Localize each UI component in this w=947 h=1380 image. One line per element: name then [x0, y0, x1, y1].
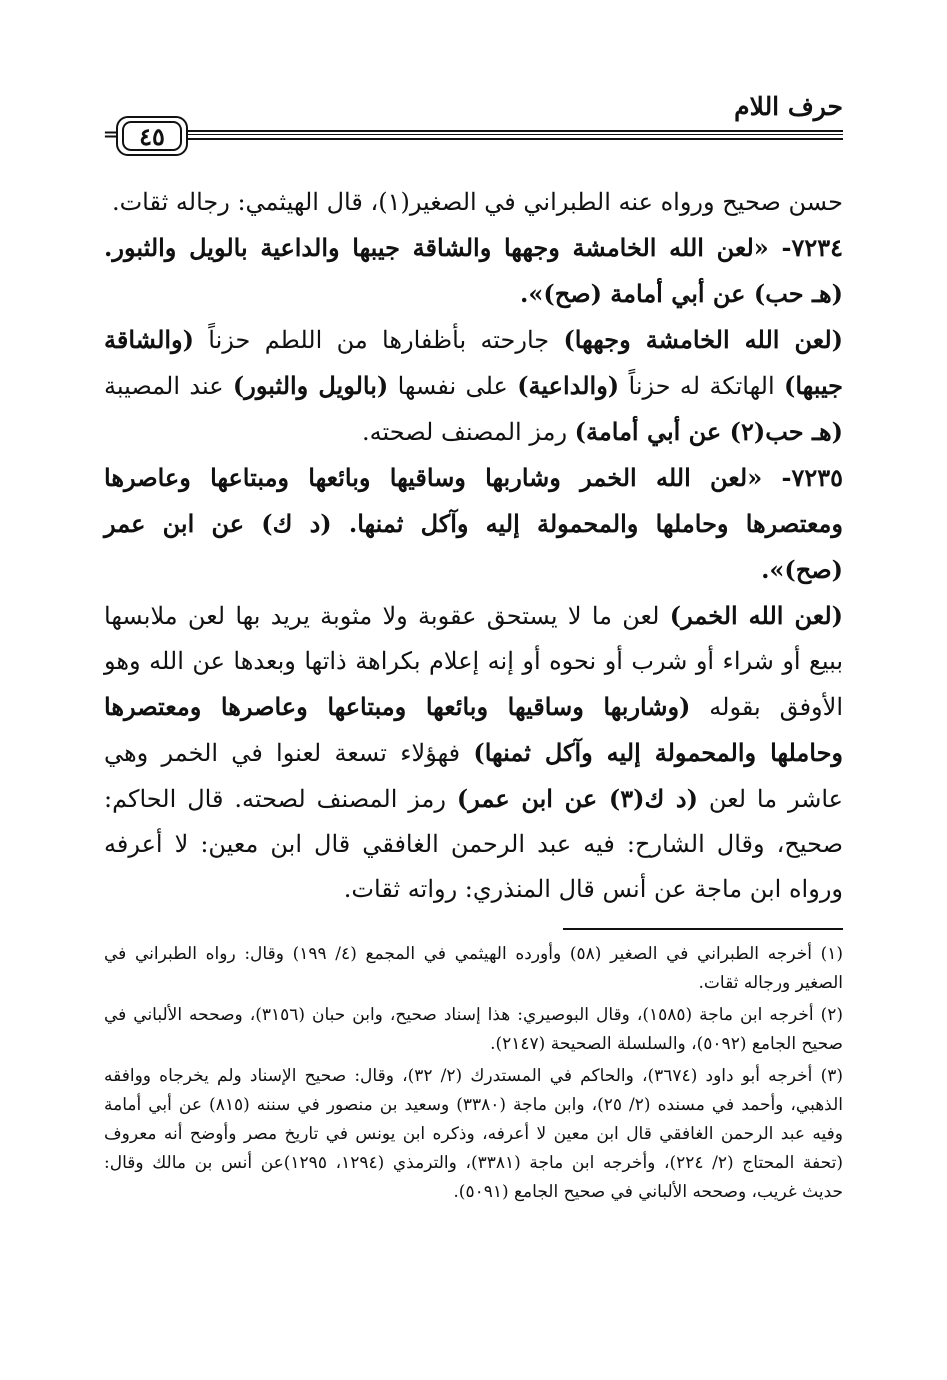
commentary-phrase: (د ك(٣) عن ابن عمر) — [456, 784, 698, 813]
commentary-phrase: (هـ حب(٢) عن أبي أمامة) — [574, 417, 843, 446]
commentary-phrase: (بالويل والثبور) — [232, 371, 389, 400]
header-rule — [186, 130, 843, 140]
main-text — [104, 180, 843, 912]
commentary-7235 — [104, 593, 843, 912]
page-number-frame — [116, 116, 188, 156]
page-number: ٤٥ — [122, 121, 182, 151]
commentary-phrase: (لعن الله الخمر) — [669, 601, 844, 630]
footnotes — [104, 940, 843, 1210]
running-header-title: حرف اللام — [734, 92, 843, 121]
paragraph-continuation: حسن صحيح ورواه عنه الطبراني في الصغير(١)، قال الهيثمي: رجاله ثقات. — [111, 188, 843, 216]
commentary-phrase: (لعن الله الخامشة وجهها) — [563, 325, 844, 354]
footnote-separator — [563, 928, 843, 930]
commentary-phrase: (وشاربها وساقيها وبائعها ومبتاعها وعاصرها ومعتصرها وحاملها والمحمولة إليه وآكل ثمنها) — [104, 692, 844, 767]
commentary-text: فهؤلاء تسعة لعنوا في الخمر وهي عاشر ما لعن — [104, 739, 843, 813]
commentary-text: عند المصيبة — [104, 372, 233, 400]
commentary-7234 — [104, 317, 843, 455]
footnote-2: (٢) أخرجه ابن ماجة (١٥٨٥)، وقال البوصيري: هذا إسناد صحيح، وابن حبان (٣١٥٦)، وصححه الألباني في صحيح الجامع (٥٠٩٢)، والسلسلة الصحيحة (٢١٤٧). — [104, 1005, 843, 1054]
commentary-text: لعن ما لا يستحق عقوبة ولا مثوبة يريد بها لعن ملابسها ببيع أو شراء أو شرب أو نحوه أو إنه إعلام بكراهة ذاتها وبعدها عن الله وهو الأوفق بقوله — [104, 602, 843, 721]
commentary-text: الهاتكة له حزناً — [619, 372, 784, 400]
commentary-text: رمز المصنف لصحته. قال الحاكم: صحيح، وقال الشارح: فيه عبد الرحمن الغافقي قال ابن معين: لا أعرفه ورواه ابن ماجة عن أنس قال المنذري: رواته ثقات. — [104, 785, 843, 903]
hadith-7234-text: ٧٢٣٤- «لعن الله الخامشة وجهها والشاقة جيبها والداعية بالويل والثبور. (هـ حب) عن أبي أمامة (صح)». — [104, 233, 843, 308]
hadith-7235-text: ٧٢٣٥- «لعن الله الخمر وشاربها وساقيها وبائعها ومبتاعها وعاصرها ومعتصرها وحاملها والمحمولة إليه وآكل ثمنها. (د ك) عن ابن عمر (صح)». — [104, 463, 843, 584]
hadith-7235 — [104, 455, 843, 593]
header-dash-mark: = — [103, 124, 119, 145]
commentary-phrase: (والشاقة جيبها) — [104, 325, 844, 400]
commentary-text: جارحته بأظفارها من اللطم حزناً — [194, 326, 564, 354]
footnote-1: (١) أخرجه الطبراني في الصغير (٥٨) وأورده الهيثمي في المجمع (٤/ ١٩٩) وقال: رواه الطبراني في الصغير ورجاله ثقات. — [104, 944, 844, 993]
commentary-text: رمز المصنف لصحته. — [361, 418, 575, 446]
footnote-3: (٣) أخرجه أبو داود (٣٦٧٤)، والحاكم في المستدرك (٢/ ٣٢)، وقال: صحيح الإسناد ولم يخرجاه ووافقه الذهبي، وأحمد في مسنده (٢/ ٢٥)، وابن ماجة (٣٣٨٠) وسعيد بن منصور في سننه (٨١٥) عن أبي أمامة وفيه عبد الرحمن الغافقي قال ابن معين لا أعرفه، وذكره ابن يونس في تاريخ مصر وأوضح أنه معروف (تحفة المحتاج (٢/ ٢٢٤)، وأخرجه ابن ماجة (٣٣٨١)، والترمذي (١٢٩٤، ١٢٩٥)عن أنس بن مالك وقال: حديث غريب، وصححه الألباني في صحيح الجامع (٥٠٩١). — [104, 1066, 843, 1202]
commentary-text: على نفسها — [388, 372, 518, 400]
hadith-7234 — [104, 225, 843, 317]
commentary-phrase: (والداعية) — [517, 371, 620, 400]
